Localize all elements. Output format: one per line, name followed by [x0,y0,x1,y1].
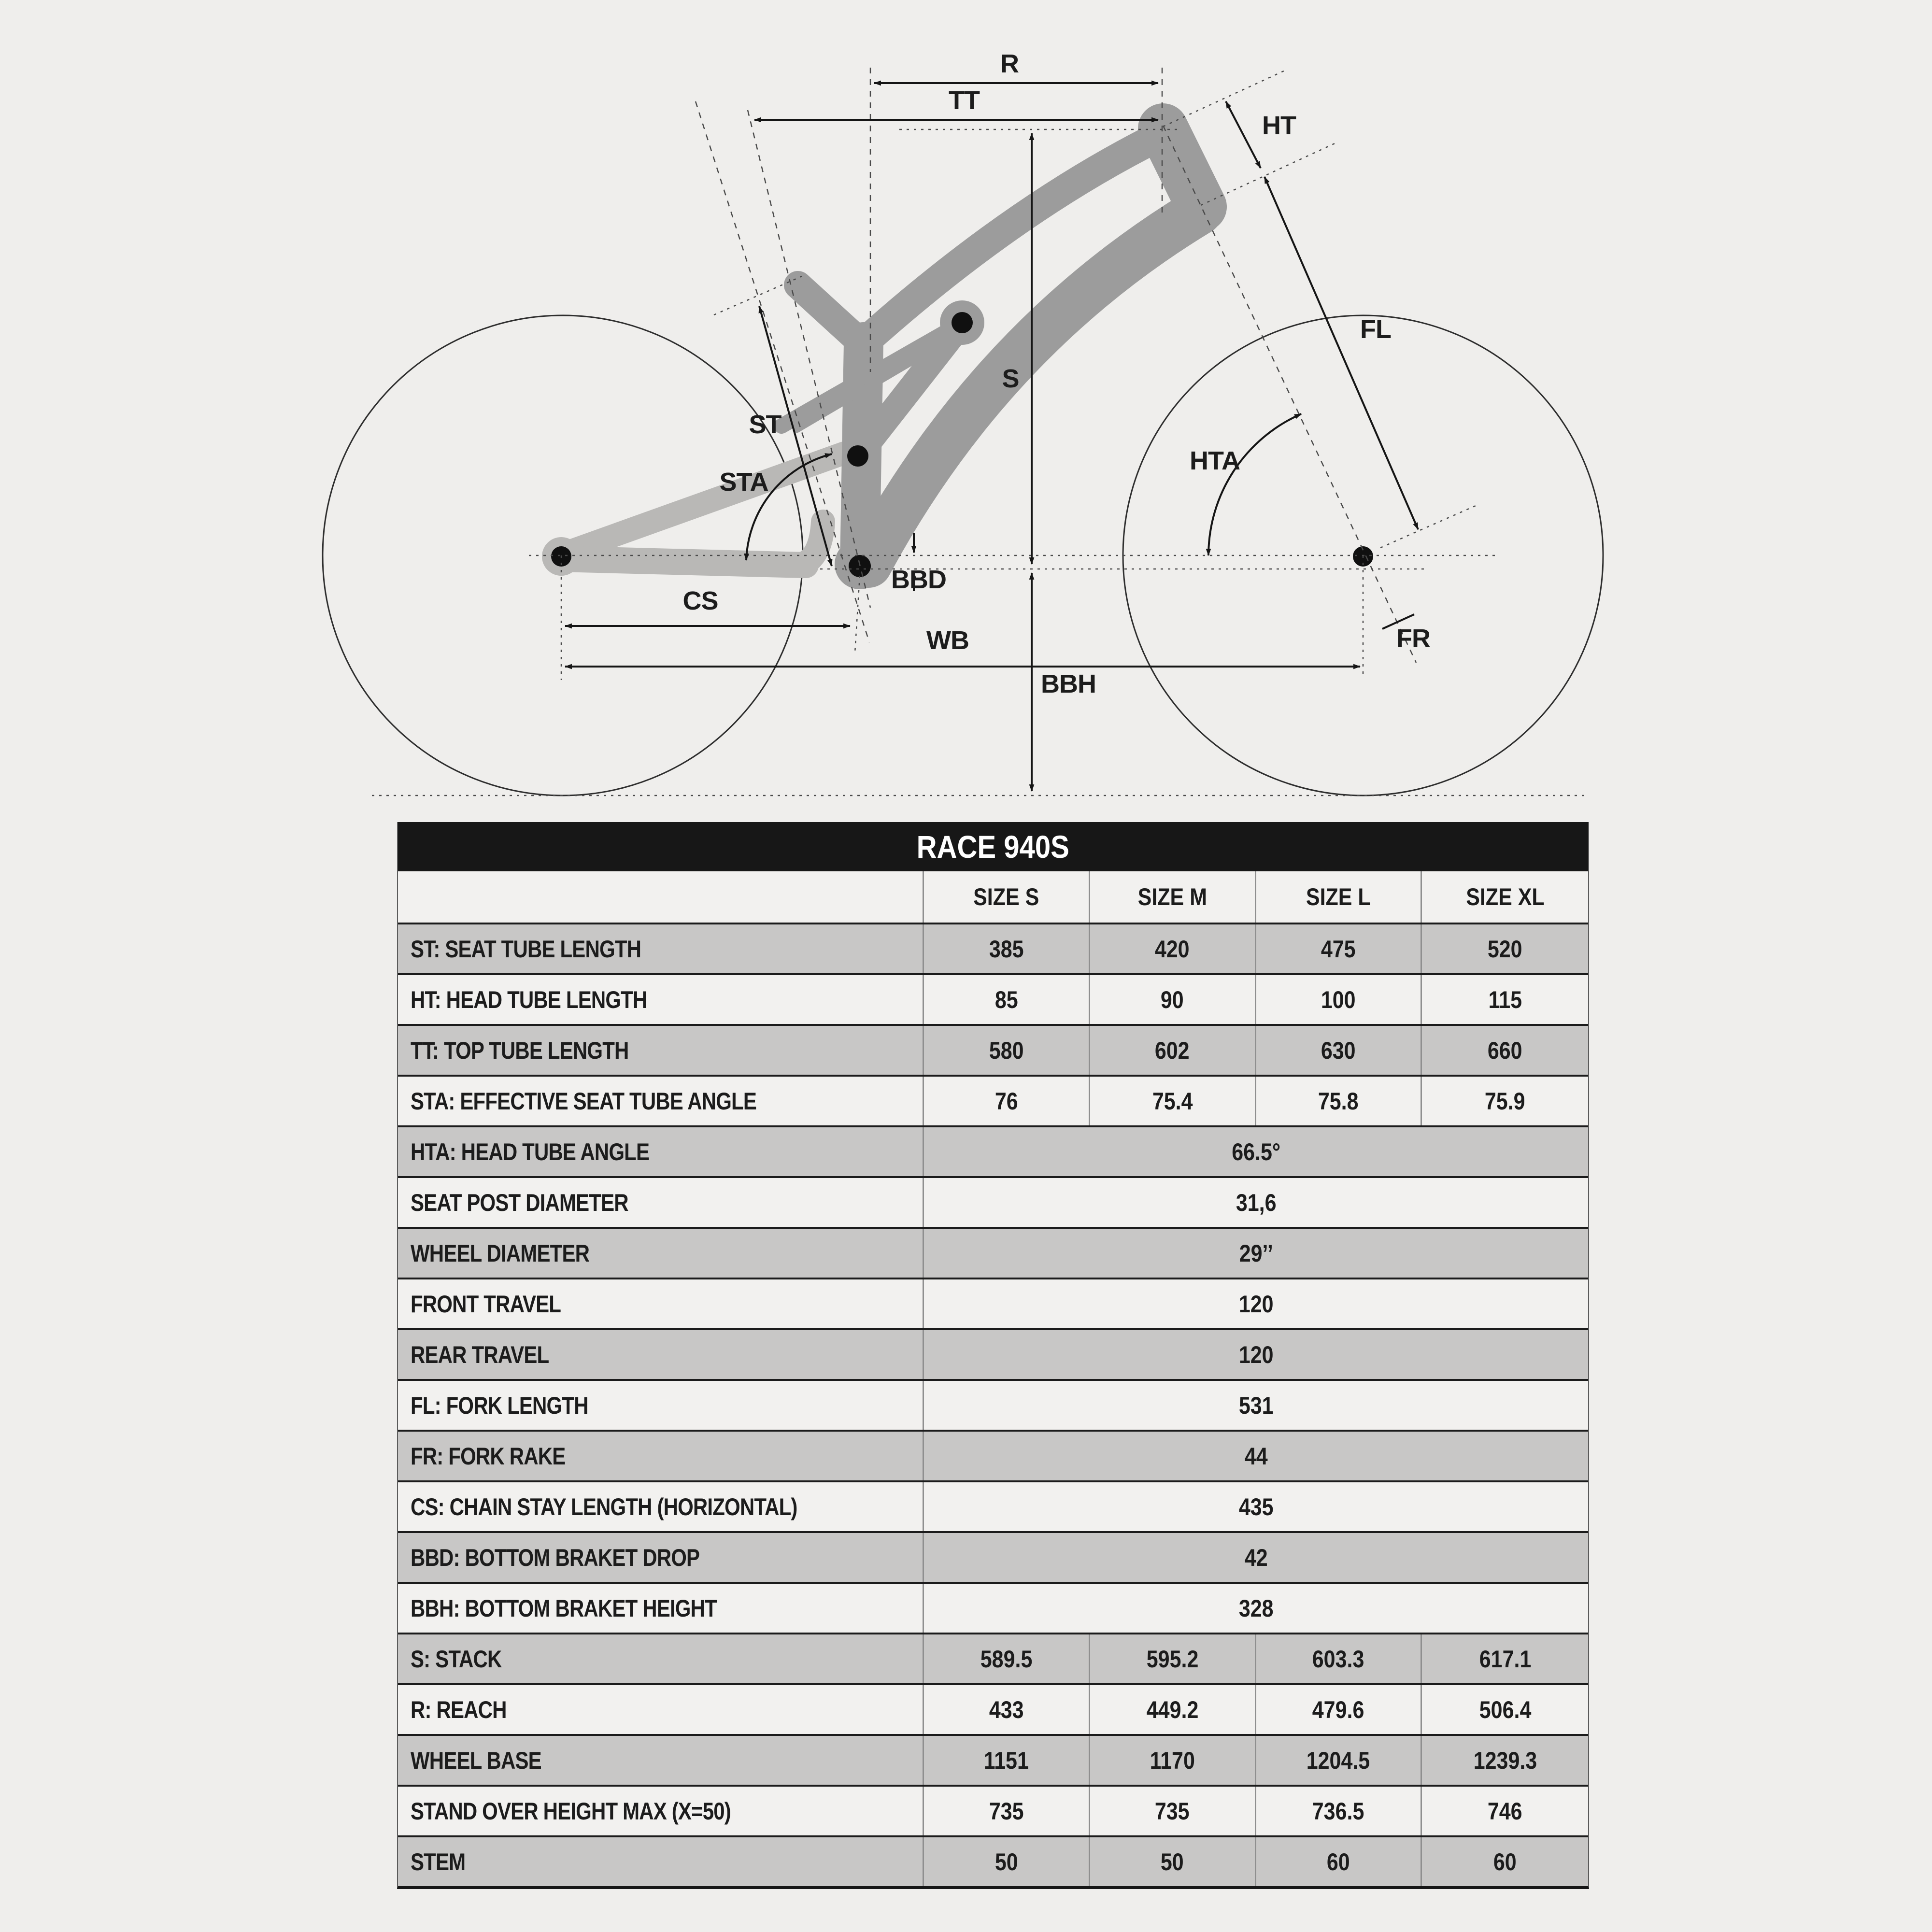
value-cell [1256,924,1422,973]
value-cell [1090,1026,1256,1075]
value-text: 435 [1238,1493,1274,1520]
seat-tube-label: ST [749,410,781,439]
row-label-text: ST: SEAT TUBE LENGTH [411,935,641,963]
value-text: 44 [1244,1442,1268,1470]
value-text: 1204.5 [1307,1747,1370,1774]
value-cell-span [924,1381,1588,1430]
value-cell [1256,1077,1422,1125]
row-label [398,1584,924,1633]
head-tube-bottom-perp [1201,142,1339,205]
row-label [398,1837,924,1886]
value-cell [924,1837,1090,1886]
size-header-spacer [398,871,924,923]
dimension-lines [565,83,1418,791]
value-cell [1090,1736,1256,1785]
value-text: 120 [1238,1290,1274,1318]
table-row [398,1734,1588,1785]
value-text: 449.2 [1146,1696,1199,1723]
row-label [398,1279,924,1328]
value-cell-span [924,1127,1588,1176]
value-cell-span [924,1178,1588,1227]
row-label-text: BBH: BOTTOM BRAKET HEIGHT [411,1594,717,1622]
value-cell [1256,975,1422,1024]
row-label-text: FL: FORK LENGTH [411,1392,588,1419]
seat-tube-angle-label: STA [719,468,768,497]
value-cell [1256,1634,1422,1683]
value-cell [924,975,1090,1024]
row-label [398,1736,924,1785]
value-text: 589.5 [980,1645,1033,1673]
fork-length-dim [1264,177,1418,529]
value-cell [1090,975,1256,1024]
table-row [398,1176,1588,1227]
row-label-text: STEM [411,1848,466,1875]
bottom-bracket-drop-label: BBD [891,565,946,594]
col-header-text: SIZE M [1137,883,1207,910]
main-frame [781,128,1202,589]
value-text: 120 [1238,1341,1274,1368]
head-tube-dim [1226,101,1261,168]
row-label [398,1026,924,1075]
value-text: 433 [989,1696,1024,1723]
reach-label: R [1000,49,1019,78]
value-text: 479.6 [1312,1696,1364,1723]
table-row [398,1125,1588,1176]
top-tube-label: TT [949,86,980,115]
value-text: 50 [1161,1848,1184,1875]
table-row [398,1633,1588,1683]
row-label-text: SEAT POST DIAMETER [411,1189,628,1216]
value-text: 1170 [1150,1747,1195,1774]
row-label-text: CS: CHAIN STAY LENGTH (HORIZONTAL) [411,1493,797,1520]
value-text: 420 [1155,935,1190,963]
size-header-row [398,871,1588,923]
value-text: 75.8 [1318,1087,1359,1115]
value-text: 385 [989,935,1024,963]
value-cell [1256,1026,1422,1075]
value-cell [924,1634,1090,1683]
value-text: 1151 [983,1747,1029,1774]
value-cell [1422,1837,1588,1886]
row-label [398,1634,924,1683]
value-text: 115 [1488,986,1522,1013]
value-text: 85 [994,986,1018,1013]
value-cell [924,924,1090,973]
bike-geometry-diagram [0,0,1932,821]
value-cell-span [924,1533,1588,1582]
seat-top-perp [714,276,802,315]
value-cell [1090,1077,1256,1125]
dimension-labels [682,49,1430,698]
value-cell-span [924,1279,1588,1328]
value-text: 76 [994,1087,1018,1115]
value-cell [924,1026,1090,1075]
col-header-size-xl [1422,871,1588,923]
head-tube [1163,128,1202,207]
row-label-text: FRONT TRAVEL [411,1290,561,1318]
table-row [398,1430,1588,1480]
table-title [398,822,1588,871]
seat-pivot-dot [847,445,868,467]
value-text: 100 [1321,986,1356,1013]
table-row [398,1785,1588,1835]
row-label-text: STA: EFFECTIVE SEAT TUBE ANGLE [411,1087,757,1115]
value-text: 580 [989,1037,1024,1064]
value-text: 531 [1238,1392,1274,1419]
head-tube-angle-label: HTA [1190,446,1240,475]
value-text: 31,6 [1236,1189,1277,1216]
row-label [398,1229,924,1278]
value-cell [1256,1787,1422,1835]
value-cell [1422,975,1588,1024]
row-label [398,1178,924,1227]
value-text: 595.2 [1146,1645,1199,1673]
value-cell [1256,1685,1422,1734]
rocker-pivot-dot [952,312,973,333]
row-label [398,1787,924,1835]
row-label [398,924,924,973]
bottom-bracket-height-label: BBH [1041,669,1096,698]
table-row [398,1531,1588,1582]
table-row [398,923,1588,973]
value-text: 29’’ [1239,1239,1273,1267]
col-header-size-l [1256,871,1422,923]
table-row [398,1582,1588,1633]
value-cell [924,1736,1090,1785]
value-cell-span [924,1229,1588,1278]
table-title-text: RACE 940S [916,829,1070,865]
value-cell [1422,924,1588,973]
value-text: 50 [994,1848,1018,1875]
table-row [398,973,1588,1024]
row-label-text: WHEEL BASE [411,1747,541,1774]
table-row [398,1227,1588,1278]
value-cell [1422,1685,1588,1734]
row-label [398,1432,924,1480]
value-text: 660 [1488,1037,1523,1064]
row-label-text: TT: TOP TUBE LENGTH [411,1037,629,1064]
value-text: 520 [1488,935,1523,963]
head-tube-angle-arc [1208,414,1301,555]
row-label-text: BBD: BOTTOM BRAKET DROP [411,1544,700,1571]
value-cell [1256,1837,1422,1886]
value-cell [1090,924,1256,973]
value-cell-span [924,1482,1588,1531]
row-label-text: WHEEL DIAMETER [411,1239,590,1267]
value-cell [1090,1837,1256,1886]
value-cell [924,1077,1090,1125]
value-text: 735 [1155,1797,1190,1825]
chain-stay [560,559,806,565]
value-text: 630 [1321,1037,1356,1064]
row-label-text: FR: FORK RAKE [411,1442,566,1470]
table-row [398,1835,1588,1886]
stack-label: S [1002,364,1019,393]
table-row [398,1024,1588,1075]
value-text: 475 [1321,935,1356,963]
col-header-text: SIZE L [1306,883,1371,910]
row-label [398,1127,924,1176]
value-cell [1422,1077,1588,1125]
value-cell [1090,1634,1256,1683]
row-label [398,1077,924,1125]
value-text: 735 [989,1797,1024,1825]
value-text: 75.9 [1485,1087,1525,1115]
value-cell [924,1787,1090,1835]
table-row [398,1379,1588,1430]
head-tube-label: HT [1262,111,1296,140]
value-text: 90 [1161,986,1184,1013]
row-label [398,1533,924,1582]
value-cell [1422,1787,1588,1835]
table-row [398,1683,1588,1734]
row-label-text: STAND OVER HEIGHT MAX (X=50) [411,1797,731,1825]
value-text: 736.5 [1312,1797,1364,1825]
value-cell [1422,1736,1588,1785]
chain-stay-label: CS [682,586,718,615]
value-text: 75.4 [1152,1087,1193,1115]
row-label-text: HTA: HEAD TUBE ANGLE [411,1138,650,1165]
row-label-text: S: STACK [411,1645,502,1673]
value-text: 328 [1238,1594,1274,1622]
row-label [398,1685,924,1734]
value-cell [1422,1634,1588,1683]
bottom-bracket-dot [849,555,871,577]
geometry-table [397,822,1589,1889]
value-cell [1422,1026,1588,1075]
value-cell [924,1685,1090,1734]
value-text: 1239.3 [1473,1747,1537,1774]
col-header-text: SIZE XL [1465,883,1545,910]
value-cell [1256,1736,1422,1785]
row-label [398,1381,924,1430]
value-cell [1090,1685,1256,1734]
value-cell-span [924,1330,1588,1379]
table-row [398,1480,1588,1531]
row-label [398,1482,924,1531]
table-row [398,1075,1588,1125]
value-text: 617.1 [1479,1645,1531,1673]
value-cell [1090,1787,1256,1835]
value-text: 60 [1327,1848,1350,1875]
value-cell-span [924,1432,1588,1480]
value-text: 66.5° [1232,1138,1281,1165]
col-header-size-m [1090,871,1256,923]
table-row [398,1278,1588,1328]
fork-length-label: FL [1360,315,1391,344]
row-label-text: REAR TRAVEL [411,1341,549,1368]
value-text: 42 [1244,1544,1268,1571]
value-text: 60 [1493,1848,1517,1875]
value-text: 506.4 [1479,1696,1531,1723]
value-text: 603.3 [1312,1645,1364,1673]
wheel-base-label: WB [926,626,969,655]
value-text: 746 [1488,1797,1523,1825]
row-label [398,1330,924,1379]
front-axle-perp [1380,504,1479,548]
fork-rake-label: FR [1396,624,1430,653]
row-label [398,975,924,1024]
col-header-size-s [924,871,1090,923]
row-label-text: HT: HEAD TUBE LENGTH [411,986,647,1013]
row-label-text: R: REACH [411,1696,507,1723]
table-row [398,1328,1588,1379]
value-text: 602 [1155,1037,1190,1064]
col-header-text: SIZE S [973,883,1039,910]
value-cell-span [924,1584,1588,1633]
chain-stay-yoke [803,522,823,564]
